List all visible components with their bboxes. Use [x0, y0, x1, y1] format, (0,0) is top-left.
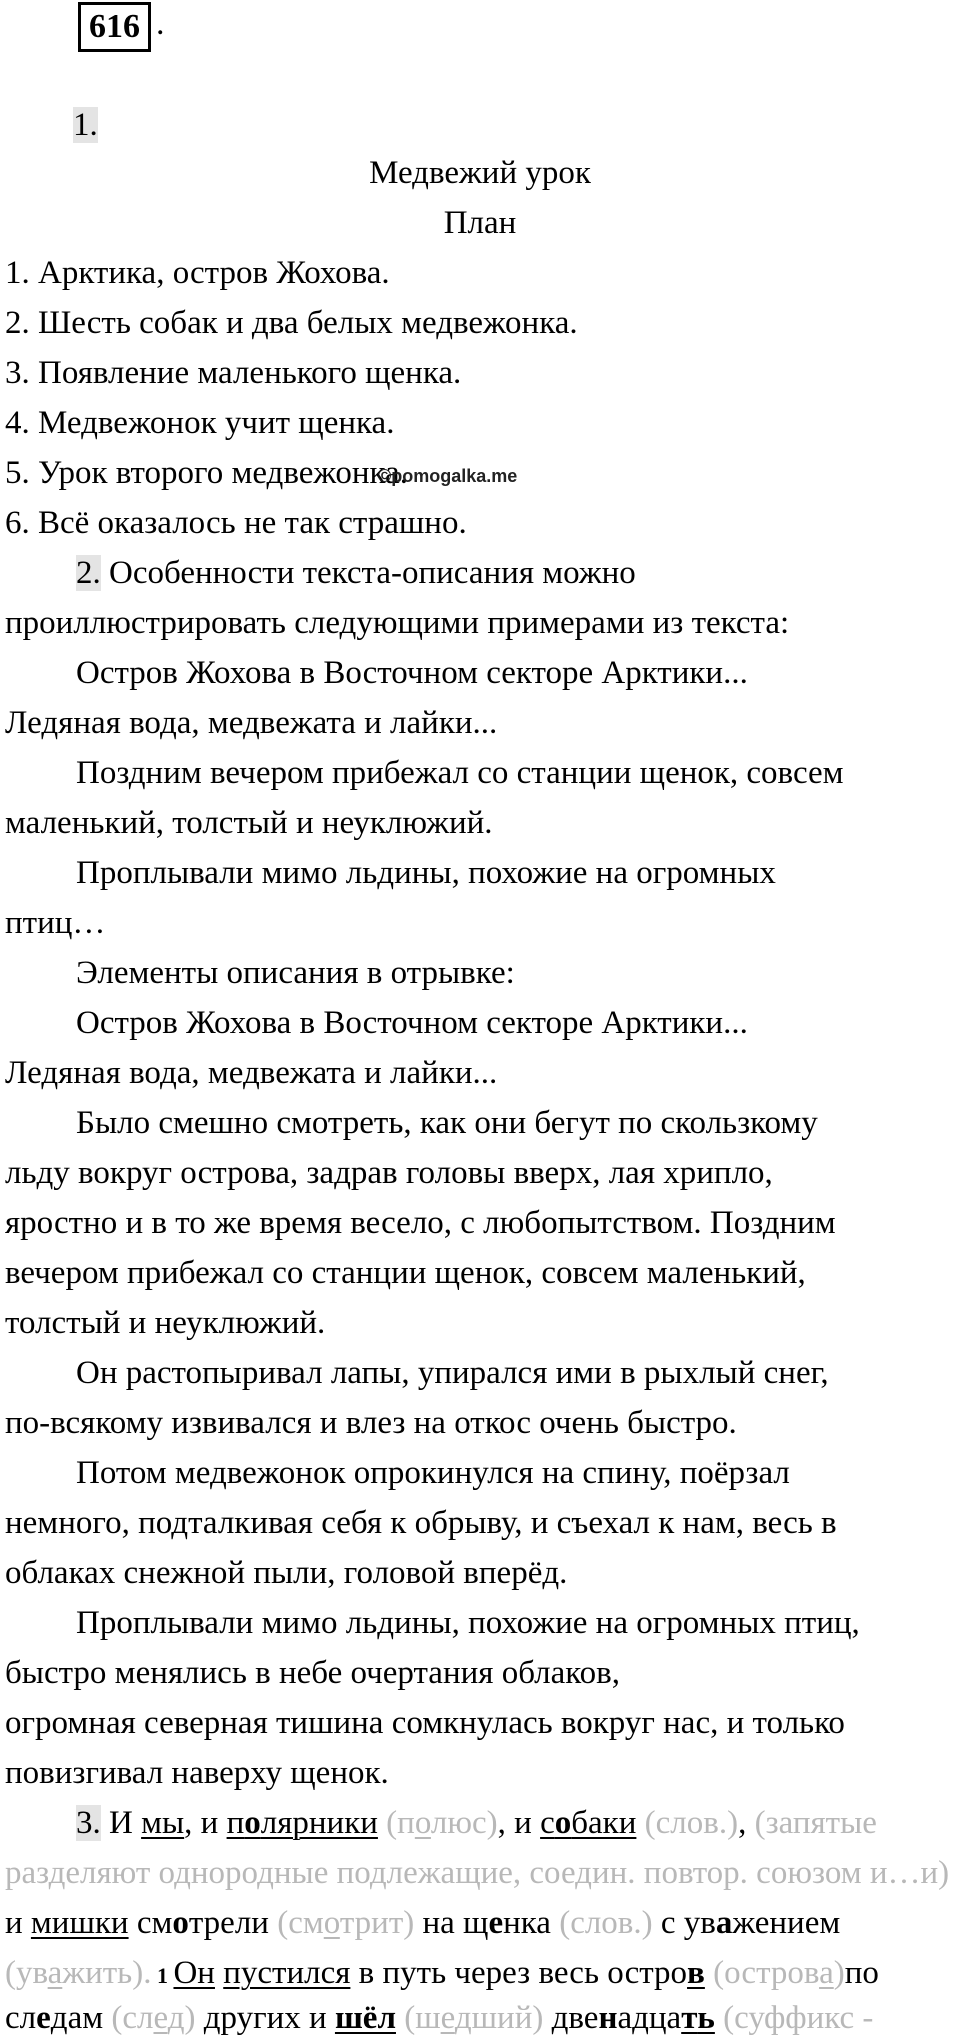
text-line: облаках снежной пыли, головой вперёд. — [5, 1555, 568, 1591]
text-line: вечером прибежал со станции щенок, совсем маленький, — [5, 1255, 806, 1291]
task-number: 616 — [78, 2, 151, 52]
text-line: Остров Жохова в Восточном секторе Арктики... — [76, 1005, 748, 1041]
text-line: Было смешно смотреть, как они бегут по скользкому — [76, 1105, 818, 1141]
plan-item: 4. Медвежонок учит щенка. — [5, 405, 395, 441]
text-line: Остров Жохова в Восточном секторе Арктики... — [76, 655, 748, 691]
text-line: птиц… — [5, 905, 106, 941]
text-line: немного, подталкивая себя к обрыву, и съехал к нам, весь в — [5, 1505, 837, 1541]
task-number-dot: . — [156, 5, 165, 42]
watermark-text: ©pomogalka.me — [378, 466, 518, 486]
plan-item: 3. Появление маленького щенка. — [5, 355, 462, 391]
plan-item: 2. Шесть собак и два белых медвежонка. — [5, 305, 578, 341]
text-line: Потом медвежонок опрокинулся на спину, поёрзал — [76, 1455, 790, 1491]
text-line: Элементы описания в отрывке: — [76, 955, 515, 991]
section-2-label: 2. — [76, 555, 101, 591]
text-line: Ледяная вода, медвежата и лайки... — [5, 1055, 498, 1091]
plan-item: 5. Урок второго медвежонка. — [5, 455, 408, 491]
story-title: Медвежий урок — [369, 155, 591, 191]
analysis-line: и мишки смотрели (смотрит) на щенка (слов.) с уважением — [5, 1905, 841, 1941]
text-line: по-всякому извивался и влез на откос очень быстро. — [5, 1405, 737, 1441]
section-3-label: 3. — [76, 1805, 101, 1841]
section-1-label: 1. — [73, 107, 98, 143]
analysis-line: разделяют однородные подлежащие, соедин. повтор. союзом и…и) — [5, 1855, 950, 1891]
text-line: яростно и в то же время весело, с любопытством. Поздним — [5, 1205, 836, 1241]
text-line: проиллюстрировать следующими примерами из текста: — [5, 605, 790, 641]
text-line: льду вокруг острова, задрав головы вверх, лая хрипло, — [5, 1155, 773, 1191]
analysis-line: следам (след) других и шёл (шедший) двенадцать (суффикс - — [5, 2000, 874, 2036]
text-line: 2. Особенности текста-описания можно — [76, 555, 636, 591]
text-line: повизгивал наверху щенок. — [5, 1755, 389, 1791]
plan-item: 1. Арктика, остров Жохова. — [5, 255, 390, 291]
text-line: Проплывали мимо льдины, похожие на огромных птиц, — [76, 1605, 860, 1641]
text-line: маленький, толстый и неуклюжий. — [5, 805, 493, 841]
text-line: толстый и неуклюжий. — [5, 1305, 326, 1341]
text-line: Он растопыривал лапы, упирался ими в рыхлый снег, — [76, 1355, 829, 1391]
text-line: огромная северная тишина сомкнулась вокруг нас, и только — [5, 1705, 845, 1741]
text-line: быстро менялись в небе очертания облаков, — [5, 1655, 620, 1691]
plan-item: 6. Всё оказалось не так страшно. — [5, 505, 467, 541]
analysis-line: 3. И мы, и полярники (полюс), и собаки (слов.), (запятые — [76, 1805, 877, 1841]
plan-title: План — [443, 205, 517, 241]
text-line: Поздним вечером прибежал со станции щенок, совсем — [76, 755, 844, 791]
text-line: Проплывали мимо льдины, похожие на огромных — [76, 855, 776, 891]
analysis-line: (уважить). 1 Он пустился в путь через весь остров (острова)по — [5, 1955, 879, 1991]
text-line: Ледяная вода, медвежата и лайки... — [5, 705, 498, 741]
